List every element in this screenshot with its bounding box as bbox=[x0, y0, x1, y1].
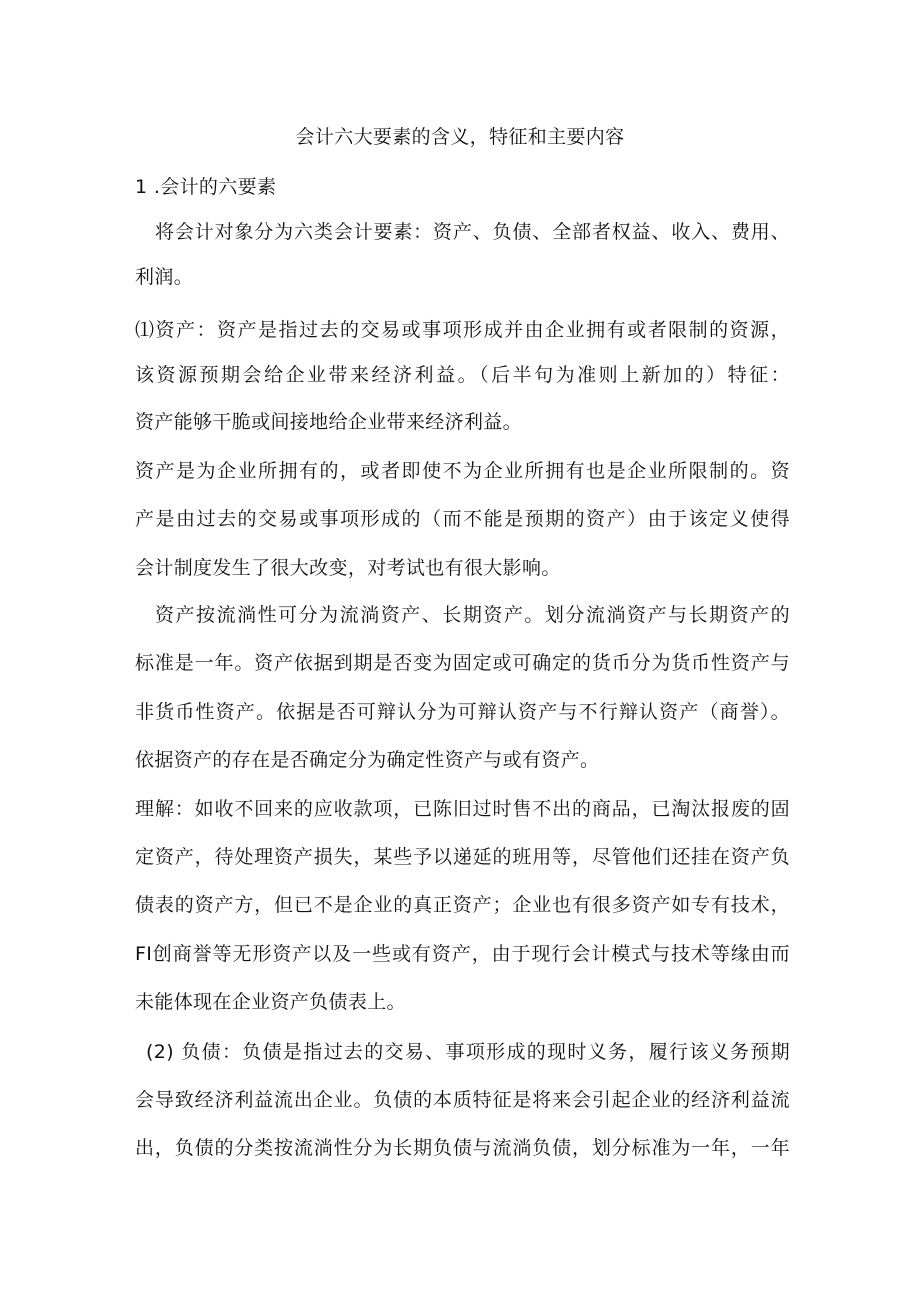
paragraph-line: 资产按流淌性可分为流淌资产、长期资产。划分流淌资产与长期资产的 bbox=[155, 604, 790, 626]
paragraph-line: 依据资产的存在是否确定分为确定性资产与或有资产。 bbox=[135, 749, 600, 771]
paragraph-line: 利润。 bbox=[135, 266, 194, 288]
paragraph-line: 将会计对象分为六类会计要素：资产、负债、全部者权益、收入、费用、 bbox=[155, 221, 790, 243]
paragraph-line: 资产能够干脆或间接地给企业带来经济利益。 bbox=[135, 411, 523, 433]
paragraph-line: 产是由过去的交易或事项形成的（而不能是预期的资产）由于该定义使得 bbox=[135, 508, 790, 530]
paragraph-line: 债表的资产方，但已不是企业的真正资产；企业也有很多资产如专有技术， bbox=[135, 894, 790, 916]
paragraph-line: FI创商誉等无形资产以及一些或有资产，由于现行会计模式与技术等缘由而 bbox=[135, 943, 790, 965]
paragraph-line: 会计制度发生了很大改变，对考试也有很大影响。 bbox=[135, 557, 561, 579]
section-heading: 1 .会计的六要素 bbox=[135, 176, 277, 198]
paragraph-line: (2) 负债：负债是指过去的交易、事项形成的现时义务，履行该义务预期 bbox=[146, 1041, 790, 1063]
paragraph-line: 出，负债的分类按流淌性分为长期负债与流淌负债，划分标准为一年，一年 bbox=[135, 1137, 790, 1159]
document-title: 会计六大要素的含义，特征和主要内容 bbox=[295, 126, 625, 148]
paragraph-line: 会导致经济利益流出企业。负债的本质特征是将来会引起企业的经济利益流 bbox=[135, 1089, 790, 1111]
paragraph-line: 理解：如收不回来的应收款项，已陈旧过时售不出的商品，已淘汰报废的固 bbox=[135, 798, 790, 820]
paragraph-line: 标准是一年。资产依据到期是否变为固定或可确定的货币分为货币性资产与 bbox=[135, 652, 790, 674]
paragraph-line: 该资源预期会给企业带来经济利益。（后半句为准则上新加的）特征： bbox=[135, 364, 790, 386]
paragraph-line: 资产是为企业所拥有的，或者即使不为企业所拥有也是企业所限制的。资 bbox=[135, 460, 790, 482]
paragraph-line: 非货币性资产。依据是否可辩认分为可辩认资产与不行辩认资产（商誉）。 bbox=[135, 701, 790, 723]
paragraph-line: ⑴资产：资产是指过去的交易或事项形成并由企业拥有或者限制的资源， bbox=[135, 319, 790, 341]
paragraph-line: 未能体现在企业资产负债表上。 bbox=[135, 991, 406, 1013]
paragraph-line: 定资产，待处理资产损失，某些予以递延的班用等，尽管他们还挂在资产负 bbox=[135, 846, 790, 868]
